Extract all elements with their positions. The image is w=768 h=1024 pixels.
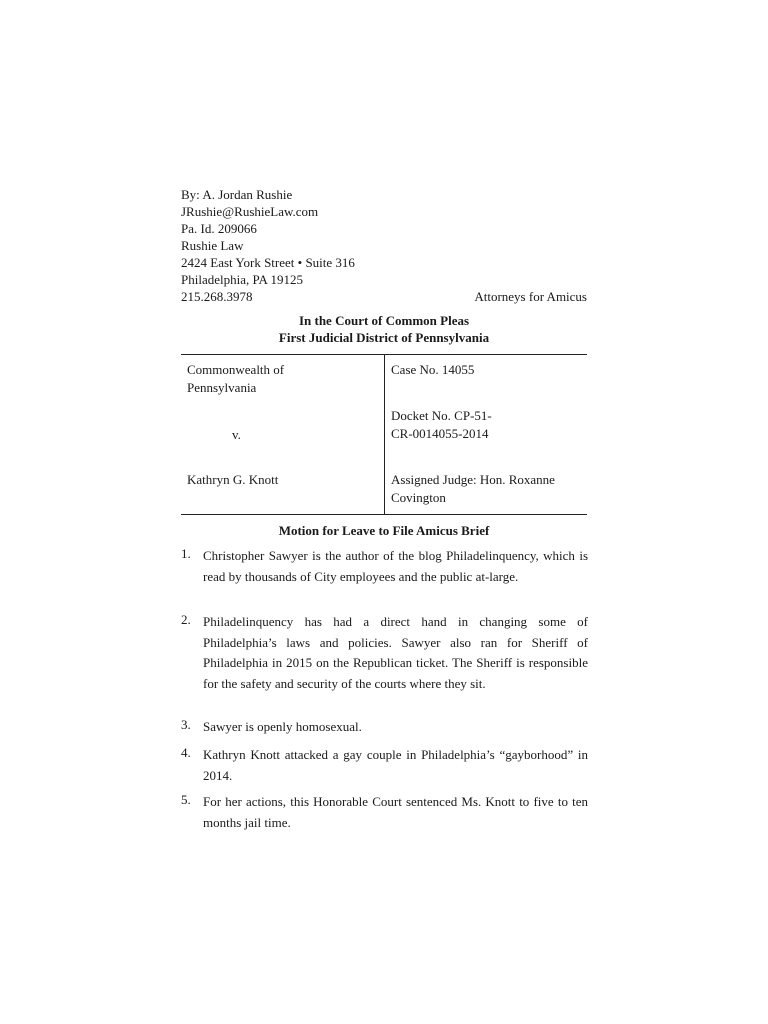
case-number: Case No. 14055 [391,362,475,377]
attorney-header [181,186,587,305]
assigned-judge [391,471,555,507]
phone-row [181,288,587,305]
firm-street: 2424 East York Street • Suite 316 [181,255,355,270]
paragraph-number: 5. [181,792,191,807]
paragraph-number: 1. [181,546,191,561]
attorney-name: By: A. Jordan Rushie [181,187,293,202]
paragraph [181,792,588,833]
attorneys-for-label: Attorneys for Amicus [474,289,587,304]
paragraph-number: 3. [181,717,191,732]
paragraph-text: Christopher Sawyer is the author of the blog Philadelinquency, which is read by thousands of City employees and the public at-large. [203,548,588,584]
paragraph-number: 4. [181,745,191,760]
plaintiff-line-2: Pennsylvania [187,380,257,395]
docket-line-2: CR-0014055-2014 [391,426,489,441]
attorney-email: JRushie@RushieLaw.com [181,204,319,219]
plaintiff [187,361,284,397]
firm-name: Rushie Law [181,238,244,253]
defendant: Kathryn G. Knott [187,472,279,487]
paragraph-text: Sawyer is openly homosexual. [203,719,362,734]
motion-title: Motion for Leave to File Amicus Brief [278,523,490,538]
paragraph-text: Philadelinquency has had a direct hand in changing some of Philadelphia’s laws and policies. Sawyer also ran for Sheriff of Philadelphia in 2015 on the Republican ticket. The Sheriff is responsible for the safety and security of the courts where they sit. [203,614,588,691]
docket-number [391,407,492,443]
court-name: In the Court of Common Pleas [298,313,470,328]
judge-line-1: Assigned Judge: Hon. Roxanne [391,472,555,487]
case-caption [181,354,587,515]
firm-phone: 215.268.3978 [181,289,253,304]
caption-divider [384,355,385,514]
paragraph-text: For her actions, this Honorable Court sentenced Ms. Knott to five to ten months jail time. [203,794,588,830]
firm-city: Philadelphia, PA 19125 [181,272,303,287]
paragraph [181,612,588,694]
attorney-id: Pa. Id. 209066 [181,221,257,236]
docket-line-1: Docket No. CP-51- [391,408,492,423]
paragraph [181,717,588,738]
versus: v. [232,427,241,442]
paragraph [181,745,588,786]
paragraph-text: Kathryn Knott attacked a gay couple in Philadelphia’s “gayborhood” in 2014. [203,747,588,783]
court-district: First Judicial District of Pennsylvania [278,330,490,345]
judge-line-2: Covington [391,490,446,505]
paragraph-number: 2. [181,612,191,627]
paragraph [181,546,588,587]
plaintiff-line-1: Commonwealth of [187,362,285,377]
